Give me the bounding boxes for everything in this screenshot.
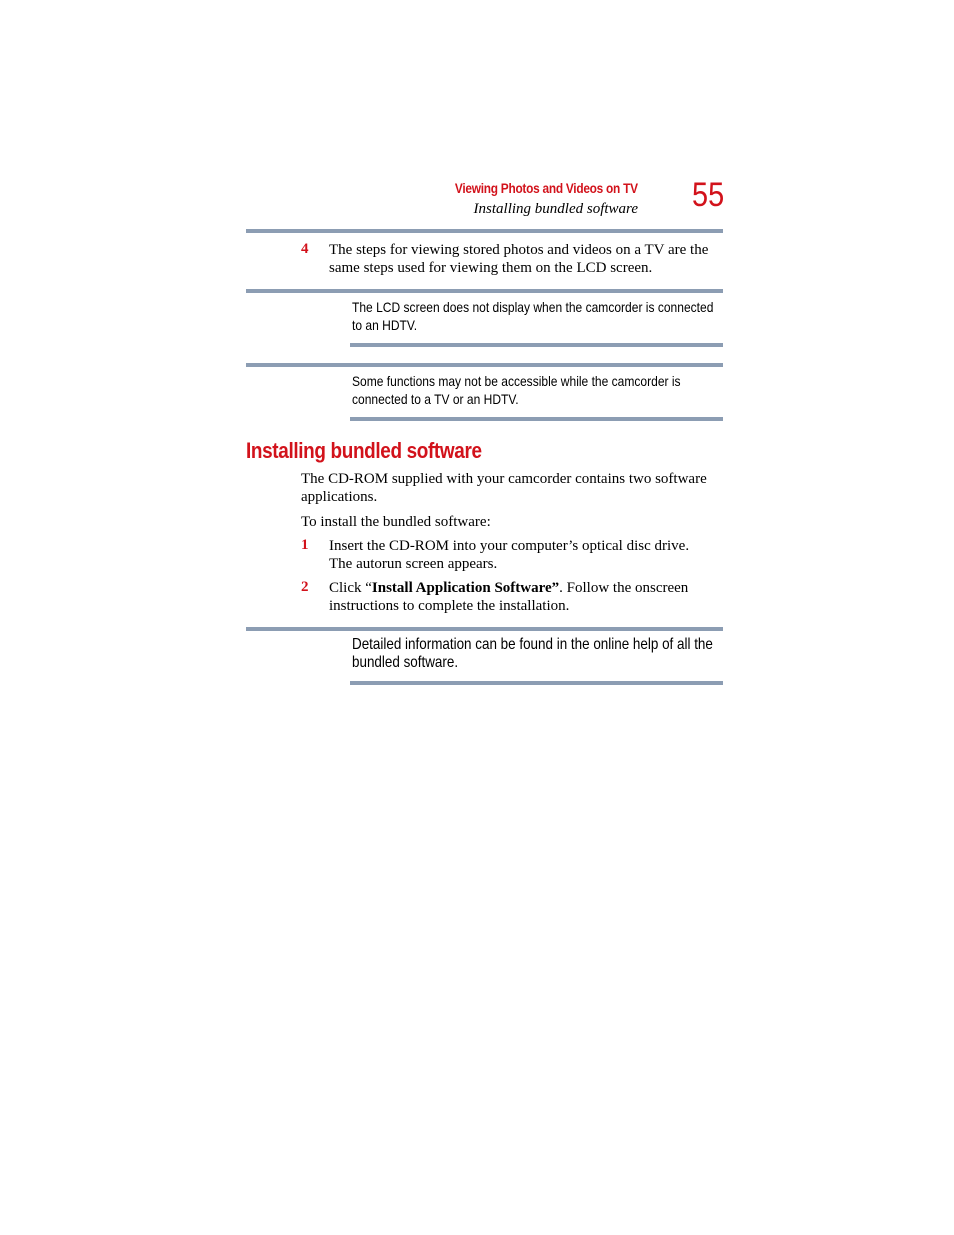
step-number: 1 [301, 537, 309, 553]
section-subtitle: Installing bundled software [473, 201, 638, 217]
note-text [352, 299, 713, 334]
step-text [329, 579, 729, 615]
step-line: The steps for viewing stored photos and videos on a TV are the [329, 242, 709, 258]
note-top-rule [246, 627, 723, 631]
note-text [352, 373, 681, 408]
step-prefix: Click “ [329, 580, 372, 596]
note-top-rule [246, 363, 723, 367]
note-bottom-rule [350, 417, 723, 421]
step-line: The autorun screen appears. [329, 556, 498, 572]
step-line: Insert the CD-ROM into your computer’s optical disc drive. [329, 538, 690, 554]
step-line: instructions to complete the installation. [329, 598, 570, 614]
note-bottom-rule [350, 343, 723, 347]
note-text [352, 636, 713, 671]
note-line: Some functions may not be accessible while the camcorder is [352, 373, 681, 389]
step-text [329, 537, 729, 573]
note-line: The LCD screen does not display when the camcorder is connected [352, 299, 714, 315]
section-heading: Installing bundled software [246, 438, 482, 463]
lead-paragraph: To install the bundled software: [301, 514, 491, 530]
note-line: connected to a TV or an HDTV. [352, 390, 519, 407]
chapter-title: Viewing Photos and Videos on TV [455, 181, 638, 196]
step-number: 4 [301, 241, 309, 257]
paragraph-line: The CD-ROM supplied with your camcorder contains two software [301, 471, 707, 487]
intro-paragraph [301, 470, 731, 506]
note-top-rule [246, 289, 723, 293]
page-number: 55 [692, 176, 725, 214]
step-line [329, 579, 729, 597]
paragraph-line: applications. [301, 489, 378, 505]
note-line: Detailed information can be found in the online help of all the [352, 636, 713, 653]
step-line: same steps used for viewing them on the LCD screen. [329, 260, 653, 276]
software-name: Install Application Software” [371, 580, 560, 596]
step-number: 2 [301, 579, 309, 595]
note-line: bundled software. [352, 653, 459, 671]
step-text [329, 241, 729, 277]
note-bottom-rule [350, 681, 723, 685]
step-suffix: . Follow the onscreen [559, 580, 689, 596]
header-rule [246, 229, 723, 233]
note-line: to an HDTV. [352, 316, 418, 333]
